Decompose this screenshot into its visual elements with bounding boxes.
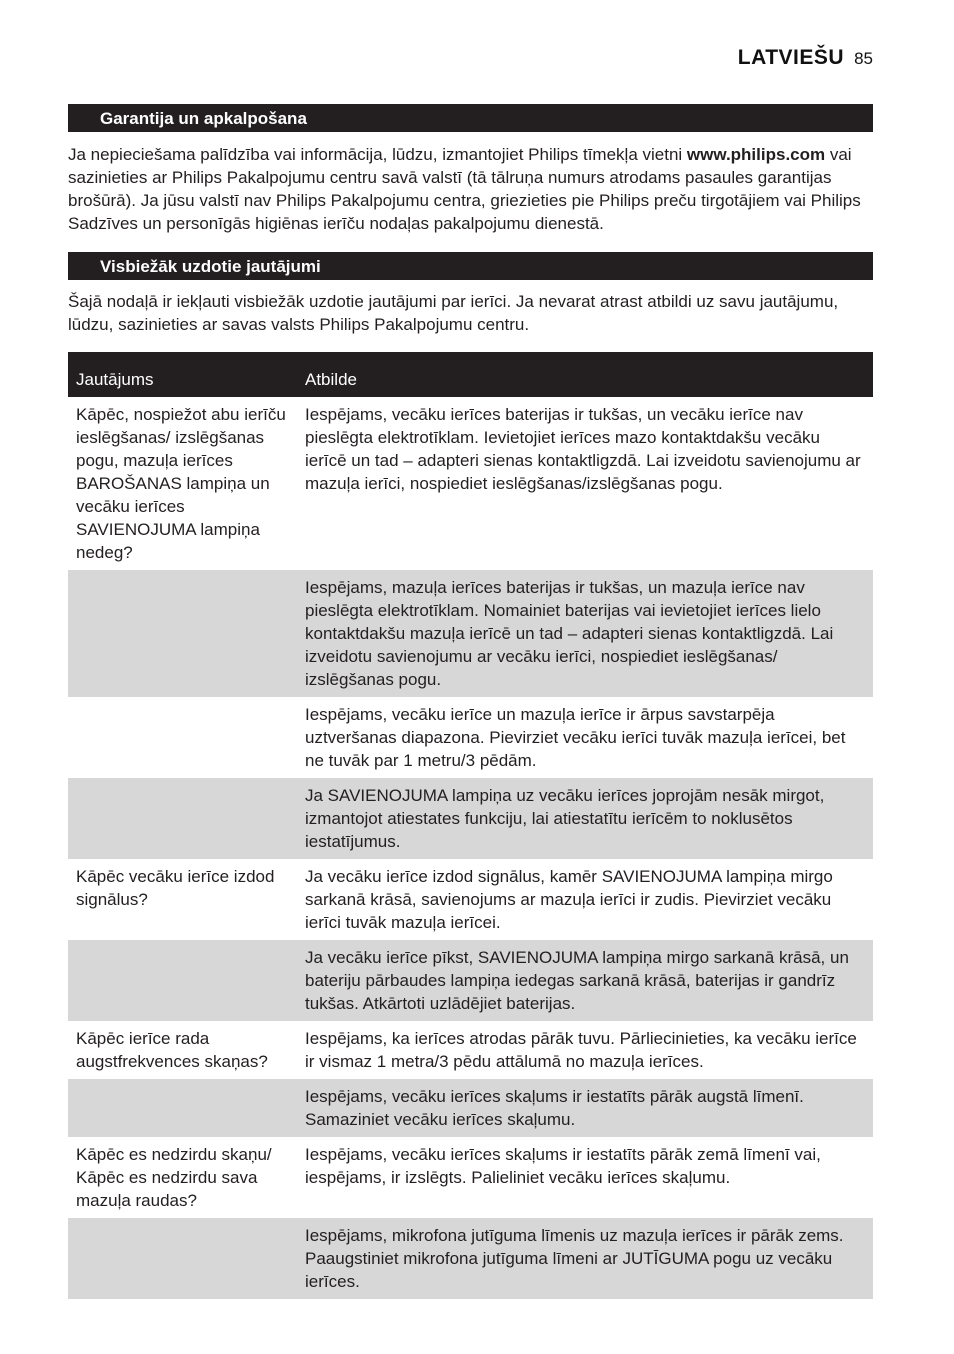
section-heading-warranty: Garantija un apkalpošana xyxy=(68,104,873,132)
faq-row xyxy=(68,397,873,570)
faq-row xyxy=(68,1079,873,1137)
warranty-text-start: Ja nepieciešama palīdzība vai informācija, lūdzu, izmantojiet Philips tīmekļa vietni xyxy=(68,145,687,164)
faq-answer: Iespējams, vecāku ierīces skaļums ir iestatīts pārāk augstā līmenī. Samaziniet vecāku ierīces skaļumu. xyxy=(297,1079,873,1137)
faq-answer: Iespējams, vecāku ierīce un mazuļa ierīce ir ārpus savstarpēja uztveršanas diapazona. Pievirziet vecāku ierīci tuvāk mazuļa ierīcei, bet ne tuvāk par 1 metru/3 pēdām. xyxy=(305,705,846,770)
faq-row xyxy=(68,570,873,697)
faq-row xyxy=(68,1137,873,1218)
page-number: 85 xyxy=(854,49,873,68)
faq-question xyxy=(68,1079,297,1137)
answer-column-header: Atbilde xyxy=(297,352,873,397)
faq-row xyxy=(68,1021,873,1079)
faq-question: Kāpēc es nedzirdu skaņu/ Kāpēc es nedzirdu sava mazuļa raudas? xyxy=(76,1145,272,1210)
language-label: LATVIEŠU xyxy=(737,46,845,69)
faq-answer: Ja SAVIENOJUMA lampiņa uz vecāku ierīces joprojām nesāk mirgot, izmantojot atiestates funkciju, lai atiestatītu ierīcēm to noklusētos iestatījumus. xyxy=(297,778,873,859)
faq-answer: Iespējams, mazuļa ierīces baterijas ir tukšas, un mazuļa ierīce nav pieslēgta elektrotīklam. Nomainiet baterijas vai ievietojiet ierīces lielo kontaktdakšu mazuļa ierīcē un tad – adapteri sienas kontaktligzdā. Lai izveidotu savienojumu ar vecāku ierīci, nospiediet ieslēgšanas/ izslēgšanas pogu. xyxy=(297,570,873,697)
faq-row xyxy=(68,859,873,940)
faq-question xyxy=(68,697,297,778)
faq-question: Kāpēc, nospiežot abu ierīču ieslēgšanas/ izslēgšanas pogu, mazuļa ierīces BAROŠANAS lampiņa un vecāku ierīces SAVIENOJUMA lampiņa nedeg? xyxy=(76,405,286,562)
question-column-header: Jautājums xyxy=(68,352,297,397)
faq-table-header xyxy=(68,352,873,397)
faq-question xyxy=(68,570,297,697)
section-heading-faq: Visbiežāk uzdotie jautājumi xyxy=(68,252,873,280)
faq-answer: Iespējams, mikrofona jutīguma līmenis uz mazuļa ierīces ir pārāk zems. Paaugstiniet mikrofona jutīguma līmeni ar JUTĪGUMA pogu uz vecāku ierīces. xyxy=(297,1218,873,1299)
warranty-text-end: vai sazinieties ar Philips Pakalpojumu centru savā valstī (tā tālruņa numurs atrodams pasaules garantijas brošūrā). Ja jūsu valstī nav Philips Pakalpojumu centra, griezieties pie Philips preču tirgotājiem vai Philips Sadzīves un personīgās higiēnas ierīču nodaļas pakalpojumu dienestā. xyxy=(68,145,861,233)
faq-question: Kāpēc vecāku ierīce izdod signālus? xyxy=(76,867,275,909)
faq-question xyxy=(68,940,297,1021)
faq-answer: Iespējams, vecāku ierīces baterijas ir tukšas, un vecāku ierīce nav pieslēgta elektrotīklam. Ievietojiet ierīces mazo kontaktdakšu vecāku ierīcē un tad – adapteri sienas kontaktligzdā. Lai izveidotu savienojumu ar mazuļa ierīci, nospiediet ieslēgšanas/izslēgšanas pogu. xyxy=(305,405,861,493)
faq-answer: Ja vecāku ierīce pīkst, SAVIENOJUMA lampiņa mirgo sarkanā krāsā, un bateriju pārbaudes lampiņa iedegas sarkanā krāsā, baterijas ir gandrīz tukšas. Atkārtoti uzlādējiet baterijas. xyxy=(297,940,873,1021)
faq-question xyxy=(68,1218,297,1299)
faq-intro-paragraph: Šajā nodaļā ir iekļauti visbiežāk uzdotie jautājumi par ierīci. Ja nevarat atrast atbildi uz savu jautājumu, lūdzu, sazinieties ar savas valsts Philips Pakalpojumu centru. xyxy=(68,292,839,334)
faq-answer: Ja vecāku ierīce izdod signālus, kamēr SAVIENOJUMA lampiņa mirgo sarkanā krāsā, savienojums ar mazuļa ierīci ir zudis. Pievirziet vecāku ierīci tuvāk mazuļa ierīcei. xyxy=(305,867,833,932)
faq-table xyxy=(68,352,873,1299)
warranty-paragraph xyxy=(68,143,873,235)
faq-row xyxy=(68,940,873,1021)
philips-website-link[interactable]: www.philips.com xyxy=(686,145,826,164)
faq-answer: Iespējams, vecāku ierīces skaļums ir iestatīts pārāk zemā līmenī vai, iespējams, ir izslēgts. Palieliniet vecāku ierīces skaļumu. xyxy=(305,1145,821,1187)
faq-row xyxy=(68,1218,873,1299)
faq-answer: Iespējams, ka ierīces atrodas pārāk tuvu. Pārliecinieties, ka vecāku ierīce ir vismaz 1 metra/3 pēdu attālumā no mazuļa ierīces. xyxy=(305,1029,857,1071)
faq-question xyxy=(68,778,297,859)
faq-row xyxy=(68,778,873,859)
faq-question: Kāpēc ierīce rada augstfrekvences skaņas? xyxy=(76,1029,268,1071)
faq-row xyxy=(68,697,873,778)
page-header xyxy=(738,46,873,70)
